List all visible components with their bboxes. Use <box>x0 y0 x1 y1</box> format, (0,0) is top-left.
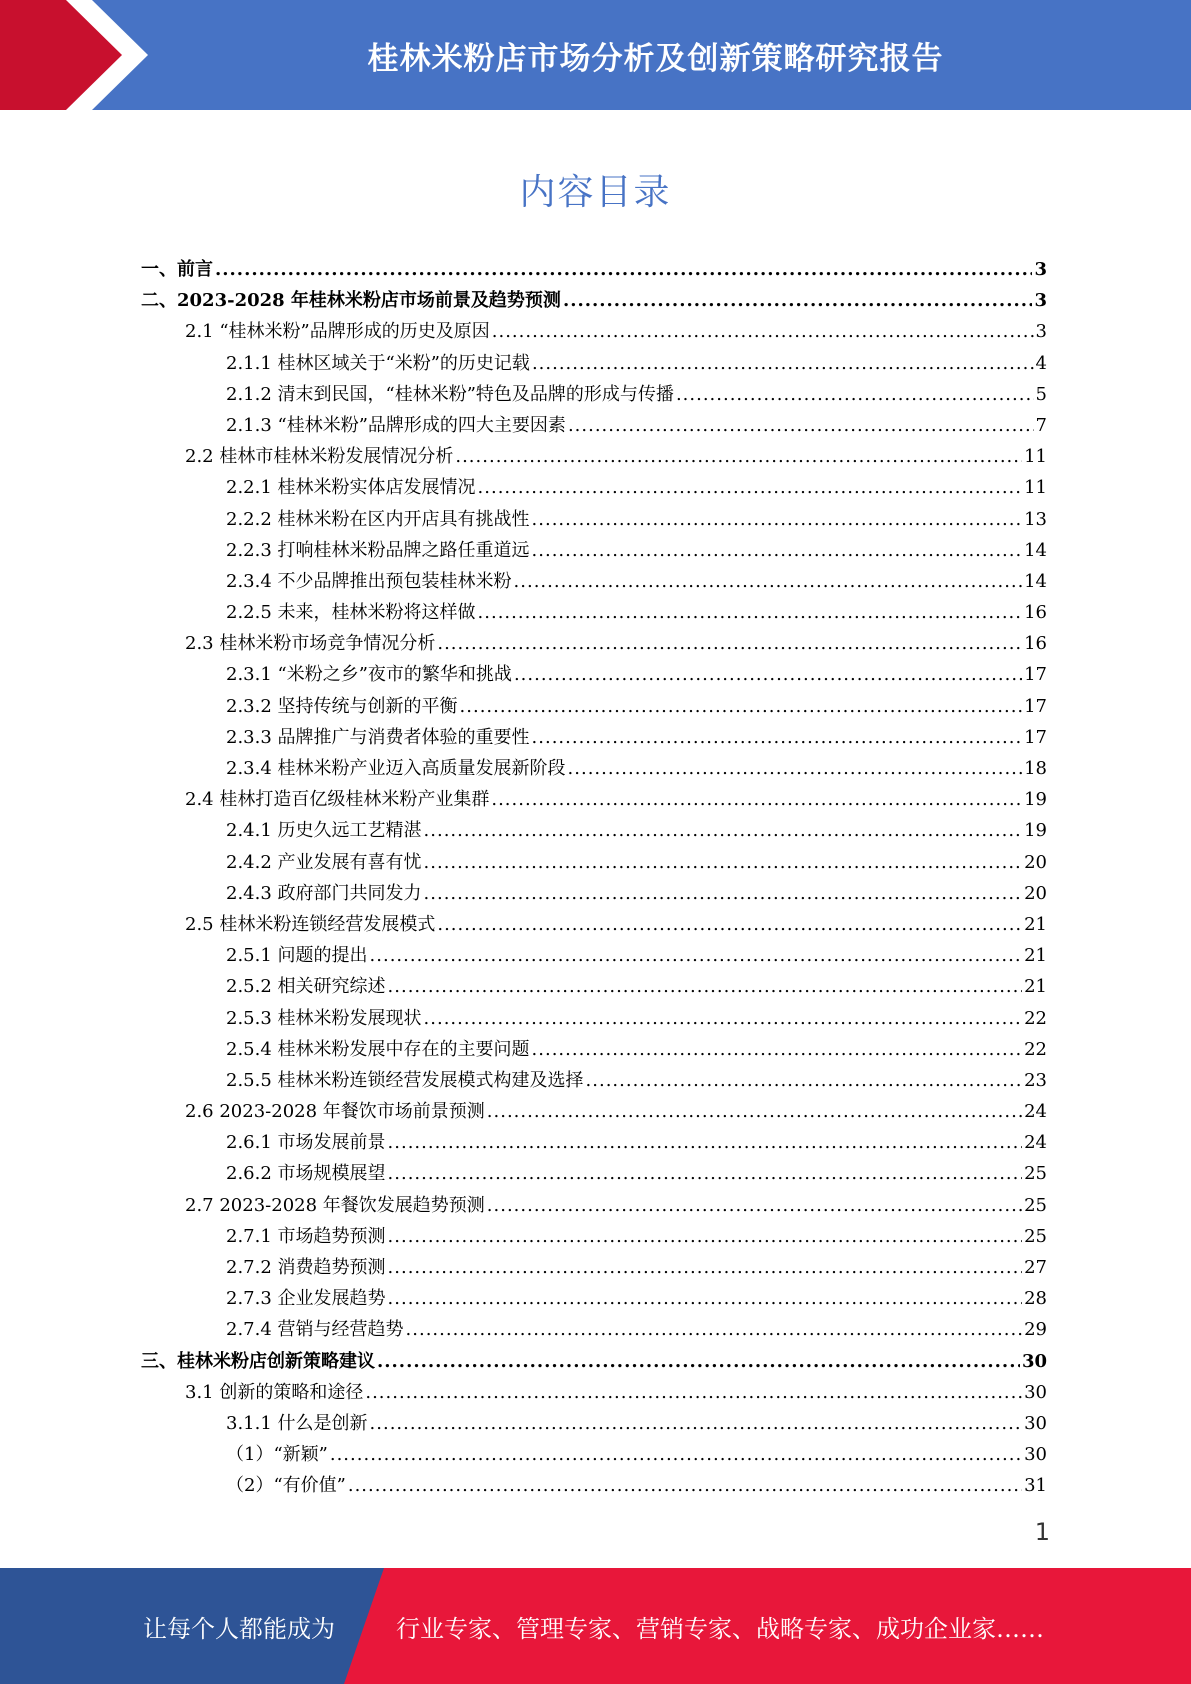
toc-entry-page: 18 <box>1024 758 1047 779</box>
toc-entry[interactable] <box>141 691 1047 722</box>
toc-dot-leader <box>532 1034 1023 1065</box>
toc-entry-text: 3.1 创新的策略和途径 <box>185 1381 364 1403</box>
toc-entry[interactable] <box>141 878 1047 909</box>
toc-dot-leader <box>532 504 1023 535</box>
toc-entry-page: 27 <box>1024 1257 1047 1278</box>
toc-entry[interactable] <box>141 348 1047 379</box>
toc-dot-leader <box>492 316 1034 347</box>
toc-dot-leader <box>563 285 1033 316</box>
toc-entry-text: 2.5 桂林米粉连锁经营发展模式 <box>185 913 436 935</box>
toc-entry-text: 2.7.1 市场趋势预测 <box>226 1225 386 1247</box>
toc-entry-page: 16 <box>1024 633 1047 655</box>
toc-entry-text: 2.4.2 产业发展有喜有忧 <box>226 851 422 873</box>
toc-entry-page: 25 <box>1024 1225 1047 1247</box>
toc-entry-text: 2.3.3 品牌推广与消费者体验的重要性 <box>226 726 530 748</box>
toc-entry-page: 20 <box>1024 851 1047 873</box>
toc-entry-page: 22 <box>1024 1007 1047 1029</box>
toc-entry-text: 2.5.2 相关研究综述 <box>226 976 386 998</box>
toc-entry[interactable] <box>141 504 1047 535</box>
toc-entry-text: 2.1.2 清末到民国，“桂林米粉”特色及品牌的形成与传播 <box>226 383 674 405</box>
toc-entry-page: 13 <box>1024 508 1047 530</box>
toc-dot-leader <box>676 379 1034 410</box>
toc-dot-leader <box>388 1127 1023 1158</box>
toc-entry[interactable] <box>141 1096 1047 1127</box>
toc-dot-leader <box>532 348 1034 379</box>
toc-entry[interactable] <box>141 316 1047 347</box>
toc-dot-leader <box>388 1283 1023 1314</box>
toc-dot-leader <box>424 847 1023 878</box>
toc-entry[interactable] <box>141 1034 1047 1065</box>
toc-entry-page: 30 <box>1024 1381 1047 1403</box>
toc-entry-text: 2.2 桂林市桂林米粉发展情况分析 <box>185 446 454 468</box>
toc-entry-page: 24 <box>1024 1101 1047 1123</box>
toc-entry-page: 21 <box>1024 976 1047 998</box>
toc-dot-leader <box>460 691 1023 722</box>
page-number: 1 <box>1034 1518 1050 1546</box>
toc-dot-leader <box>568 410 1034 441</box>
toc-entry[interactable] <box>141 815 1047 846</box>
toc-dot-leader <box>365 1377 1022 1408</box>
toc-dot-leader <box>348 1470 1022 1501</box>
toc-dot-leader <box>330 1439 1022 1470</box>
toc-entry-text: 2.2.5 未来，桂林米粉将这样做 <box>226 602 476 624</box>
toc-entry[interactable] <box>141 971 1047 1002</box>
toc-entry-text: 一、前言 <box>141 259 213 280</box>
toc-entry-page: 16 <box>1024 602 1047 624</box>
toc-entry-text: 2.3.2 坚持传统与创新的平衡 <box>226 695 458 717</box>
footer-slogan-right: 行业专家、管理专家、营销专家、战略专家、成功企业家…… <box>396 1614 1044 1643</box>
toc-entry-text: 2.1.3 “桂林米粉”品牌形成的四大主要因素 <box>226 414 566 436</box>
toc-entry-text: 2.6.2 市场规模展望 <box>226 1163 386 1185</box>
toc-dot-leader <box>478 472 1023 503</box>
toc-entry-text: 2.5.5 桂林米粉连锁经营发展模式构建及选择 <box>226 1069 584 1091</box>
footer-slogan-left: 让每个人都能成为 <box>143 1614 335 1643</box>
toc-entry-text: 2.5.1 问题的提出 <box>226 945 368 967</box>
toc-entry-text: 2.5.3 桂林米粉发展现状 <box>226 1007 422 1029</box>
toc-entry-text: （1）“新颖” <box>226 1444 328 1466</box>
toc-entry-page: 3 <box>1035 321 1047 343</box>
toc-entry[interactable] <box>141 1470 1047 1501</box>
toc-entry-page: 24 <box>1024 1132 1047 1154</box>
toc-entry-page: 22 <box>1024 1038 1047 1060</box>
toc-entry[interactable] <box>141 1283 1047 1314</box>
toc-entry-page: 30 <box>1024 1444 1047 1466</box>
toc-dot-leader <box>487 1096 1022 1127</box>
toc-entry[interactable] <box>141 254 1047 285</box>
toc-entry-page: 11 <box>1024 446 1047 468</box>
toc-entry-page: 14 <box>1024 539 1047 561</box>
toc-dot-leader <box>586 1065 1023 1096</box>
toc-entry-page: 11 <box>1024 477 1047 499</box>
toc-entry-text: 2.4.3 政府部门共同发力 <box>226 882 422 904</box>
toc-dot-leader <box>568 753 1023 784</box>
toc-entry[interactable] <box>141 597 1047 628</box>
page-header <box>0 0 1191 110</box>
toc-entry-page: 25 <box>1024 1194 1047 1216</box>
toc-entry-text: 3.1.1 什么是创新 <box>226 1412 368 1434</box>
toc-entry[interactable] <box>141 1221 1047 1252</box>
toc-entry[interactable] <box>141 753 1047 784</box>
toc-entry-page: 31 <box>1024 1475 1047 1497</box>
toc-entry-text: 2.7.2 消费趋势预测 <box>226 1257 386 1278</box>
toc-dot-leader <box>514 566 1023 597</box>
toc-entry-text: 2.3.4 桂林米粉产业迈入高质量发展新阶段 <box>226 758 566 779</box>
toc-dot-leader <box>406 1314 1023 1345</box>
toc-entry-text: 二、2023-2028 年桂林米粉店市场前景及趋势预测 <box>141 290 561 312</box>
toc-entry-text: 2.2.2 桂林米粉在区内开店具有挑战性 <box>226 508 530 530</box>
page-footer <box>0 1568 1191 1684</box>
toc-entry[interactable] <box>141 1158 1047 1189</box>
toc-entry-page: 3 <box>1034 290 1047 312</box>
toc-dot-leader <box>532 535 1023 566</box>
toc-dot-leader <box>455 441 1022 472</box>
toc-entry-text: 2.3.1 “米粉之乡”夜市的繁华和挑战 <box>226 664 512 686</box>
toc-dot-leader <box>388 1221 1023 1252</box>
toc-entry-page: 19 <box>1024 820 1047 842</box>
toc-entry[interactable] <box>141 1377 1047 1408</box>
toc-entry-text: 2.6.1 市场发展前景 <box>226 1132 386 1154</box>
toc-entry[interactable] <box>141 659 1047 690</box>
toc-dot-leader <box>437 628 1022 659</box>
table-of-contents <box>141 254 1047 1502</box>
toc-entry-text: 三、桂林米粉店创新策略建议 <box>141 1350 375 1372</box>
toc-entry-page: 5 <box>1035 383 1047 405</box>
toc-entry[interactable] <box>141 940 1047 971</box>
toc-entry-text: 2.5.4 桂林米粉发展中存在的主要问题 <box>226 1038 530 1060</box>
toc-entry[interactable] <box>141 566 1047 597</box>
toc-dot-leader <box>370 1408 1023 1439</box>
toc-entry[interactable] <box>141 1003 1047 1034</box>
toc-entry-text: 2.1.1 桂林区域关于“米粉”的历史记载 <box>226 352 530 374</box>
toc-dot-leader <box>491 784 1022 815</box>
toc-entry[interactable] <box>141 784 1047 815</box>
toc-entry-text: 2.7.3 企业发展趋势 <box>226 1288 386 1310</box>
toc-entry-page: 25 <box>1024 1163 1047 1185</box>
toc-entry-text: （2）“有价值” <box>226 1475 346 1497</box>
toc-dot-leader <box>437 909 1022 940</box>
toc-dot-leader <box>532 722 1023 753</box>
toc-dot-leader <box>424 878 1023 909</box>
toc-entry-page: 28 <box>1024 1288 1047 1310</box>
toc-entry[interactable] <box>141 441 1047 472</box>
toc-entry-page: 19 <box>1024 789 1047 811</box>
toc-dot-leader <box>377 1346 1020 1377</box>
toc-entry-page: 17 <box>1024 695 1047 717</box>
toc-dot-leader <box>478 597 1023 628</box>
toc-entry-text: 2.6 2023-2028 年餐饮市场前景预测 <box>185 1101 485 1123</box>
toc-entry-page: 21 <box>1024 945 1047 967</box>
toc-entry-text: 2.3.4 不少品牌推出预包装桂林米粉 <box>226 570 512 592</box>
toc-entry-page: 23 <box>1024 1069 1047 1091</box>
toc-entry[interactable] <box>141 628 1047 659</box>
toc-entry-page: 17 <box>1024 664 1047 686</box>
report-title: 桂林米粉店市场分析及创新策略研究报告 <box>367 40 944 77</box>
toc-entry-text: 2.2.3 打响桂林米粉品牌之路任重道远 <box>226 539 530 561</box>
toc-dot-leader <box>215 254 1032 285</box>
toc-heading: 内容目录 <box>519 172 672 213</box>
toc-entry[interactable] <box>141 472 1047 503</box>
toc-entry-text: 2.4.1 历史久远工艺精湛 <box>226 820 422 842</box>
toc-entry[interactable] <box>141 1439 1047 1470</box>
toc-entry[interactable] <box>141 1190 1047 1221</box>
toc-dot-leader <box>388 1158 1023 1189</box>
toc-entry[interactable] <box>141 1314 1047 1345</box>
toc-dot-leader <box>424 815 1023 846</box>
toc-entry[interactable] <box>141 535 1047 566</box>
toc-entry-text: 2.7 2023-2028 年餐饮发展趋势预测 <box>185 1194 485 1216</box>
toc-entry[interactable] <box>141 909 1047 940</box>
toc-entry-page: 7 <box>1035 414 1047 436</box>
toc-entry-page: 21 <box>1024 913 1047 935</box>
toc-entry[interactable] <box>141 285 1047 316</box>
toc-entry-text: 2.3 桂林米粉市场竞争情况分析 <box>185 633 436 655</box>
toc-entry-text: 2.1 “桂林米粉”品牌形成的历史及原因 <box>185 321 490 343</box>
toc-entry[interactable] <box>141 1127 1047 1158</box>
toc-dot-leader <box>487 1190 1022 1221</box>
toc-entry-page: 14 <box>1024 570 1047 592</box>
toc-entry-page: 20 <box>1024 882 1047 904</box>
toc-dot-leader <box>388 1252 1023 1283</box>
toc-entry-page: 17 <box>1024 726 1047 748</box>
toc-entry-text: 2.2.1 桂林米粉实体店发展情况 <box>226 477 476 499</box>
toc-dot-leader <box>370 940 1023 971</box>
toc-dot-leader <box>388 971 1023 1002</box>
toc-entry-page: 30 <box>1021 1350 1047 1372</box>
toc-entry[interactable] <box>141 1408 1047 1439</box>
toc-entry-text: 2.7.4 营销与经营趋势 <box>226 1319 404 1341</box>
toc-entry-page: 4 <box>1035 352 1047 374</box>
toc-entry[interactable] <box>141 410 1047 441</box>
toc-entry[interactable] <box>141 1252 1047 1283</box>
toc-entry[interactable] <box>141 847 1047 878</box>
toc-entry-page: 3 <box>1034 259 1047 280</box>
toc-dot-leader <box>514 659 1022 690</box>
toc-entry-text: 2.4 桂林打造百亿级桂林米粉产业集群 <box>185 789 490 811</box>
toc-entry[interactable] <box>141 379 1047 410</box>
toc-entry-page: 30 <box>1024 1412 1047 1434</box>
toc-entry[interactable] <box>141 1065 1047 1096</box>
toc-dot-leader <box>424 1003 1023 1034</box>
toc-entry-page: 29 <box>1024 1319 1047 1341</box>
toc-entry[interactable] <box>141 722 1047 753</box>
toc-entry[interactable] <box>141 1346 1047 1377</box>
